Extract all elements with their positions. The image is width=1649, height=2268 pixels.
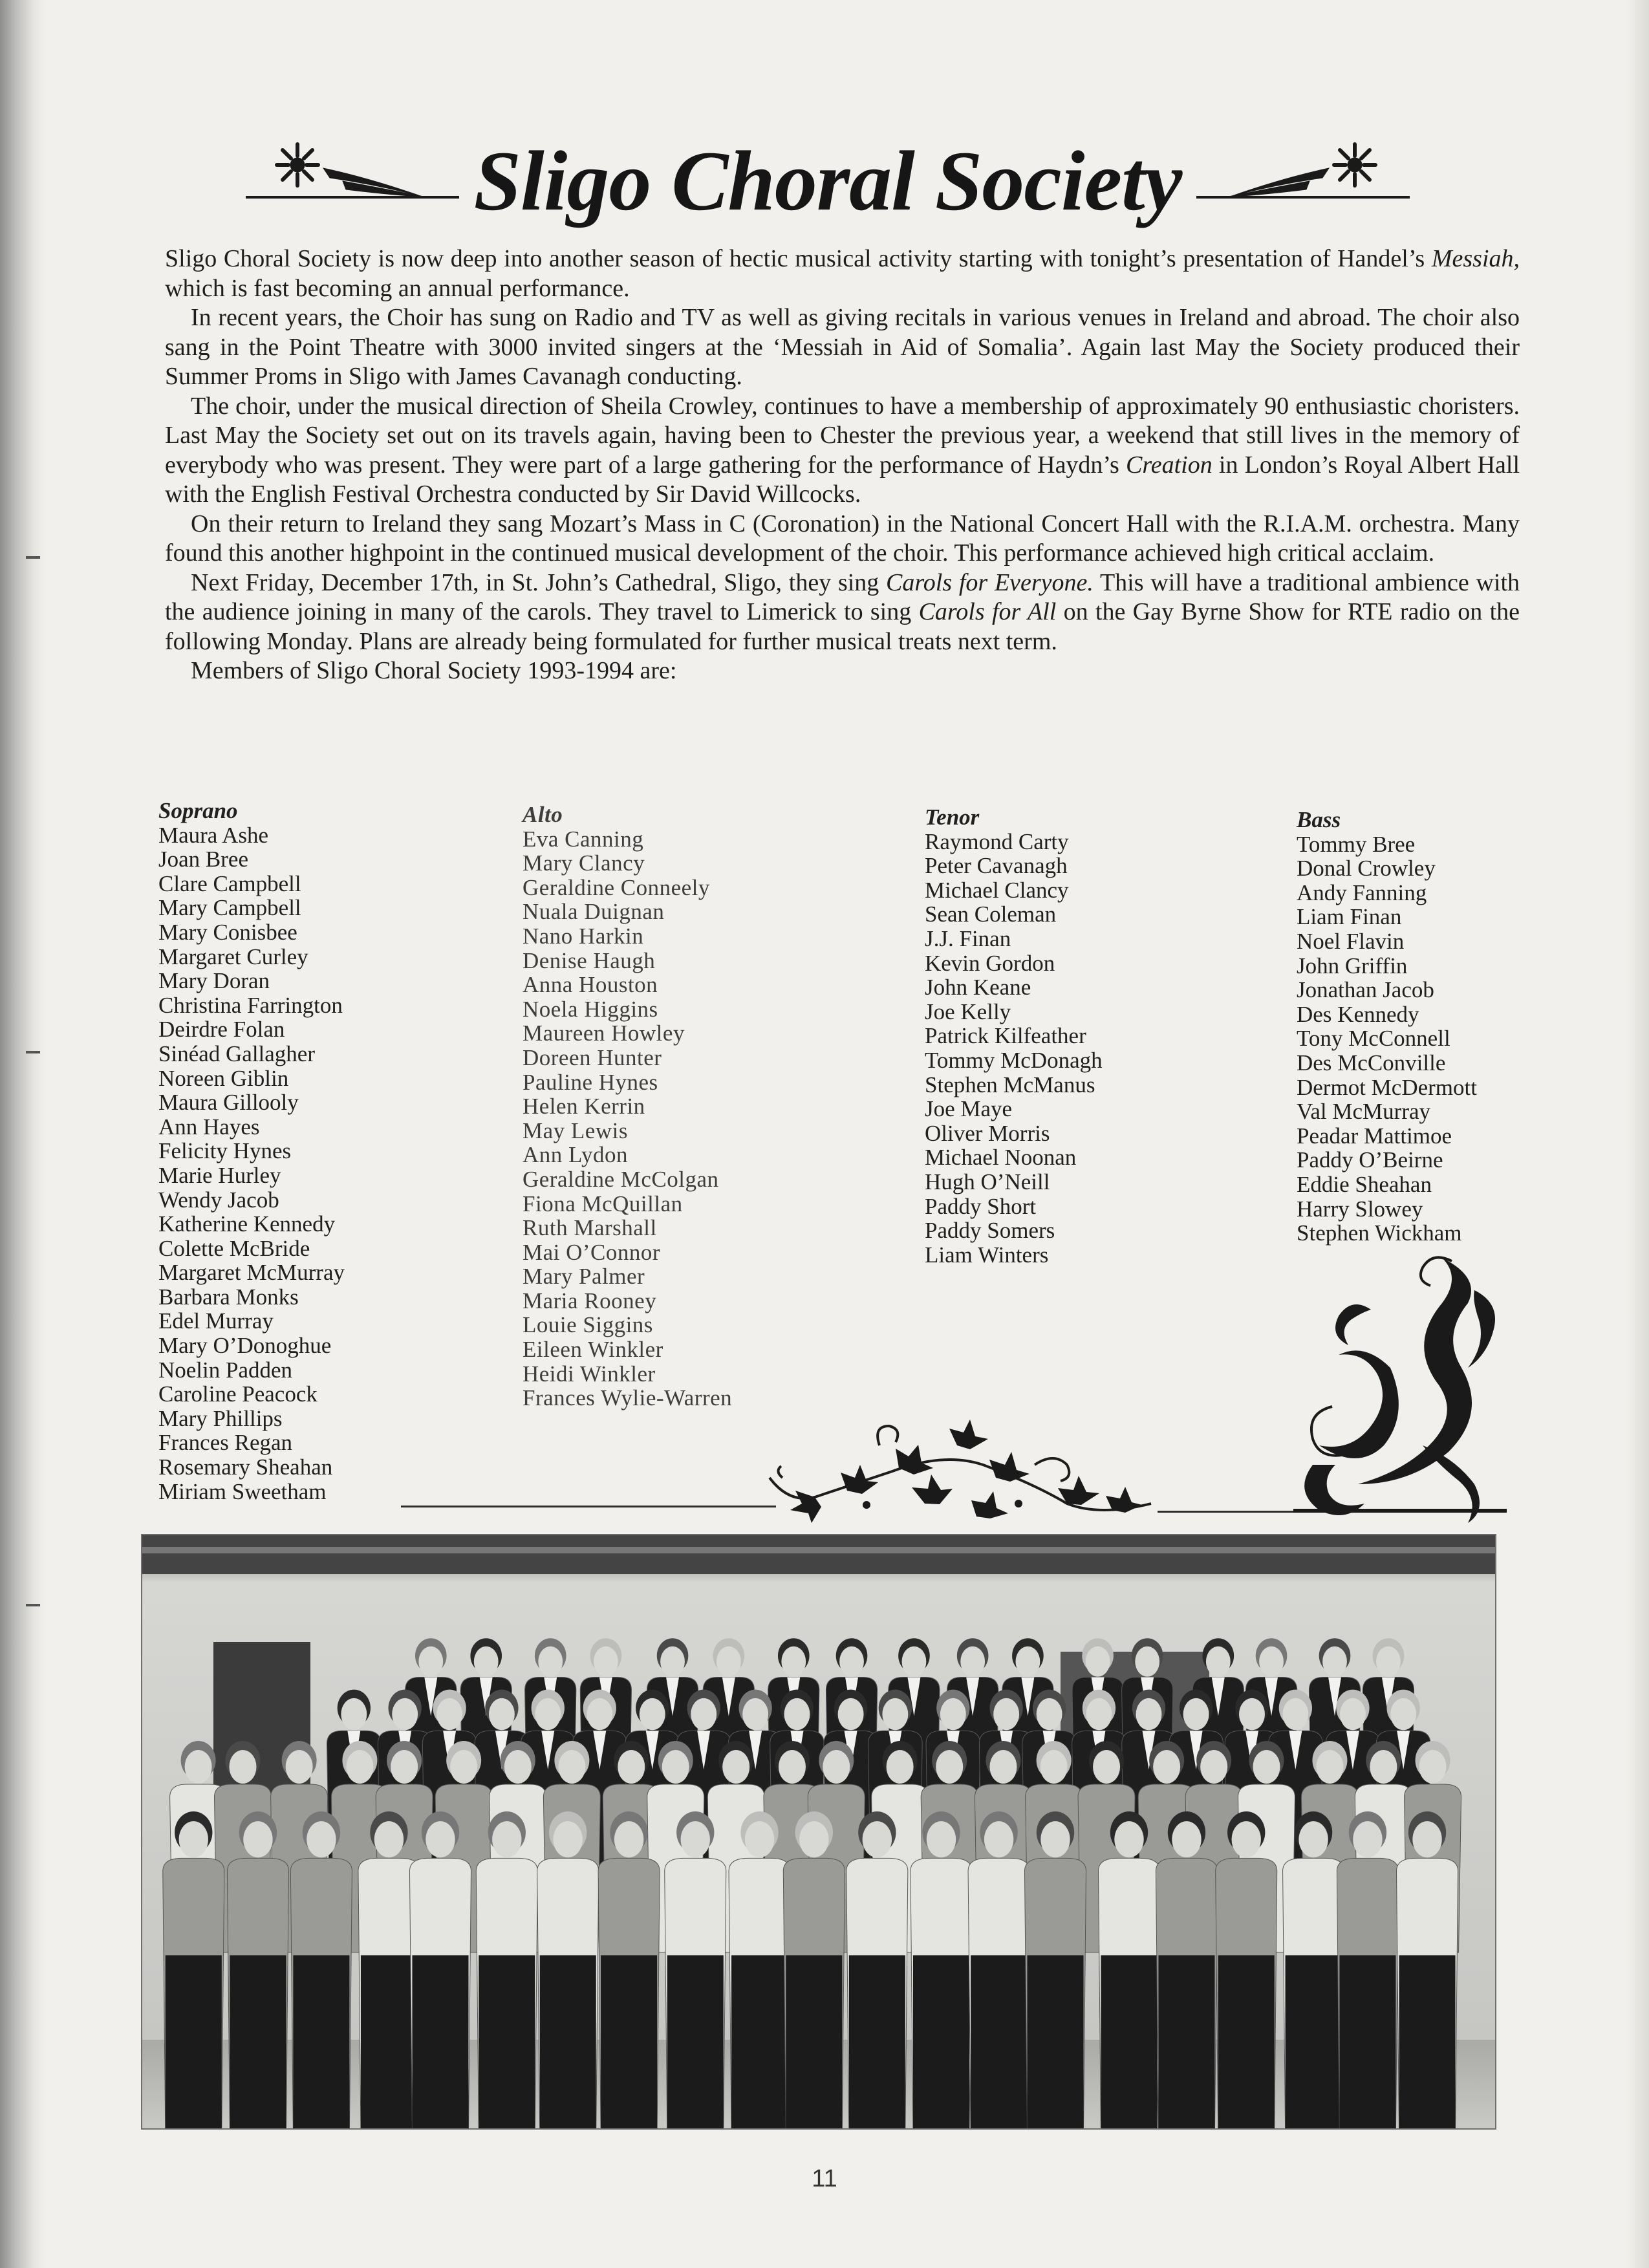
member-name: Paddy Somers [925, 1218, 1055, 1244]
member-name: Nuala Duignan [523, 899, 665, 925]
member-name: Tommy Bree [1297, 831, 1416, 857]
member-name: Noel Flavin [1297, 928, 1405, 954]
choir-photo-image [142, 1535, 1495, 2128]
member-name: Harry Slowey [1297, 1196, 1423, 1222]
member-name: Val McMurray [1297, 1099, 1431, 1125]
member-name: Paddy O’Beirne [1297, 1147, 1443, 1173]
member-name: Anna Houston [523, 972, 658, 998]
member-name: Geraldine McColgan [523, 1166, 719, 1192]
section-heading-tenor: Tenor [925, 805, 980, 830]
scroll-ornament-icon [1293, 1251, 1507, 1529]
member-name: Frances Wylie-Warren [523, 1385, 733, 1411]
member-name: Ann Hayes [158, 1114, 260, 1139]
member-name: Liam Winters [925, 1242, 1049, 1268]
member-name: Kevin Gordon [925, 950, 1055, 976]
member-name: J.J. Finan [925, 925, 1011, 951]
tenor-column [925, 805, 1103, 1267]
bass-member-list [1297, 832, 1477, 1246]
alto-member-list [523, 827, 732, 1410]
member-name: Mary Doran [158, 968, 270, 994]
member-name: Margaret Curley [158, 944, 308, 969]
paragraph-text: Next Friday, December 17th, in St. John’s Cathedral, Sligo, they sing [191, 568, 887, 596]
paragraph-text: In recent years, the Choir has sung on Radio and TV as well as giving recitals in various venues in Ireland and abroad. The choir also sang in the Point Theatre with 3000 invited singers at the ‘Messiah in Aid of Somalia’. Again last May the Society produced their Summer Proms in Sligo with James Cavanagh conducting. [165, 304, 1520, 390]
member-name: Mai O’Connor [523, 1239, 661, 1265]
member-name: Mary O’Donoghue [158, 1333, 332, 1359]
paragraph-text: The choir, under the musical direction of Sheila Crowley, continues to have a membership of approximately 90 enthusiastic choristers. Last May the Society set out on its travels again, having been to Chester the previous year, a weekend that still lives in the memory of everybody who was present. They were part of a large gathering for the performance of Haydn’s [165, 392, 1520, 479]
article-paragraph [165, 656, 1520, 686]
member-name: Maura Ashe [158, 822, 269, 848]
page-binding-shadow [0, 0, 45, 2268]
binding-mark [26, 1604, 40, 1606]
member-name: Eva Canning [523, 826, 644, 852]
page-number: 11 [812, 2165, 837, 2192]
member-name: May Lewis [523, 1118, 628, 1143]
divider-line [401, 1506, 776, 1507]
member-name: Helen Kerrin [523, 1094, 645, 1119]
member-name: Marie Hurley [158, 1162, 281, 1188]
member-name: Mary Clancy [523, 850, 645, 876]
member-name: Mary Palmer [523, 1264, 645, 1290]
member-name: Deirdre Folan [158, 1017, 285, 1042]
italic-title: Carols for Everyone. [886, 568, 1094, 596]
member-name: Rosemary Sheahan [158, 1454, 333, 1480]
member-name: Maria Rooney [523, 1288, 657, 1313]
member-name: Joan Bree [158, 847, 248, 872]
member-name: Pauline Hynes [523, 1069, 658, 1095]
member-name: Patrick Kilfeather [925, 1023, 1086, 1049]
flourish-right-icon [1190, 139, 1423, 210]
ivy-vine-icon [763, 1407, 1164, 1529]
member-name: Christina Farrington [158, 992, 343, 1018]
member-name: Katherine Kennedy [158, 1211, 336, 1237]
italic-title: Creation [1125, 451, 1212, 479]
member-name: Maureen Howley [523, 1021, 685, 1046]
paragraph-text: This will have a traditional ambience with the audience joining in many of the carols. They travel to Limerick to sing [165, 568, 1520, 625]
member-name: Maura Gillooly [158, 1090, 299, 1116]
member-name: Nano Harkin [523, 923, 644, 949]
alto-column [523, 803, 732, 1410]
member-name: Sean Coleman [925, 902, 1057, 927]
member-name: Mary Campbell [158, 895, 301, 921]
member-name: Clare Campbell [158, 870, 301, 896]
member-name: Denise Haugh [523, 947, 656, 973]
article-paragraph [165, 244, 1520, 303]
section-heading-soprano: Soprano [158, 798, 238, 823]
member-name: Stephen Wickham [1297, 1220, 1462, 1246]
choir-group-photo [141, 1534, 1496, 2130]
member-name: Donal Crowley [1297, 856, 1436, 881]
paragraph-text: Members of Sligo Choral Society 1993-1994 are: [191, 657, 677, 684]
member-name: Ann Lydon [523, 1142, 628, 1168]
member-name: Tommy McDonagh [925, 1047, 1103, 1073]
member-name: Caroline Peacock [158, 1381, 318, 1407]
member-name: Des Kennedy [1297, 1001, 1419, 1027]
member-name: Andy Fanning [1297, 880, 1427, 905]
member-name: Stephen McManus [925, 1072, 1095, 1097]
member-name: Geraldine Conneely [523, 874, 710, 900]
member-name: Noreen Giblin [158, 1065, 289, 1091]
paragraph-text: which is fast becoming an annual performance. [165, 274, 630, 302]
member-name: Eileen Winkler [523, 1337, 663, 1363]
member-name: Jonathan Jacob [1297, 977, 1434, 1003]
member-name: Colette McBride [158, 1235, 310, 1261]
page-title: Sligo Choral Society [473, 133, 1182, 228]
member-name: Raymond Carty [925, 828, 1069, 854]
member-name: Miriam Sweetham [158, 1478, 327, 1504]
italic-title: Carols for All [918, 598, 1057, 625]
soprano-column [158, 799, 345, 1504]
member-name: John Keane [925, 975, 1031, 1000]
tenor-member-list [925, 830, 1103, 1268]
member-name: Noela Higgins [523, 996, 658, 1022]
article-paragraph [165, 303, 1520, 392]
paragraph-text: On their return to Ireland they sang Mozart’s Mass in C (Coronation) in the National Concert Hall with the R.I.A.M. orchestra. Many found this another highpoint in the continued musical development of the choir. This performance achieved high critical acclaim. [165, 510, 1520, 567]
section-heading-bass: Bass [1297, 807, 1341, 832]
member-name: Heidi Winkler [523, 1361, 656, 1387]
member-name: Frances Regan [158, 1430, 293, 1456]
member-name: Hugh O’Neill [925, 1169, 1050, 1194]
article-paragraph [165, 568, 1520, 657]
member-name: Paddy Short [925, 1193, 1037, 1219]
article-paragraph [165, 392, 1520, 510]
member-name: Wendy Jacob [158, 1187, 279, 1213]
member-name: Peadar Mattimoe [1297, 1123, 1452, 1149]
member-name: Des McConville [1297, 1050, 1446, 1075]
member-name: Barbara Monks [158, 1284, 299, 1310]
paragraph-text: Sligo Choral Society is now deep into another season of hectic musical activity starting with tonight’s presentation of Handel’s [165, 245, 1432, 272]
paragraph-text: on the Gay Byrne Show for RTE radio on the following Monday. Plans are already being formulated for further musical treats next term. [165, 598, 1520, 655]
member-name: Felicity Hynes [158, 1138, 292, 1164]
member-name: Eddie Sheahan [1297, 1171, 1432, 1197]
article-paragraph [165, 510, 1520, 568]
member-name: Oliver Morris [925, 1120, 1050, 1146]
title-row [233, 133, 1423, 236]
member-name: Michael Noonan [925, 1145, 1077, 1171]
member-name: Edel Murray [158, 1308, 274, 1334]
paragraph-text: in London’s Royal Albert Hall with the English Festival Orchestra conducted by Sir David Willcocks. [165, 451, 1520, 508]
member-name: Margaret McMurray [158, 1260, 345, 1286]
member-name: Michael Clancy [925, 877, 1069, 903]
bass-column [1297, 808, 1477, 1246]
flourish-left-icon [233, 139, 466, 210]
member-name: Louie Siggins [523, 1312, 653, 1338]
member-name: Fiona McQuillan [523, 1191, 683, 1216]
member-name: Peter Cavanagh [925, 853, 1068, 879]
member-name: Doreen Hunter [523, 1044, 662, 1070]
italic-title: Messiah, [1431, 245, 1520, 272]
binding-mark [26, 556, 40, 559]
member-name: Noelin Padden [158, 1357, 293, 1383]
member-name: John Griffin [1297, 953, 1408, 978]
member-name: Mary Conisbee [158, 919, 297, 945]
member-name: Dermot McDermott [1297, 1074, 1477, 1100]
member-name: Tony McConnell [1297, 1026, 1450, 1052]
soprano-member-list [158, 823, 345, 1504]
member-name: Ruth Marshall [523, 1215, 657, 1241]
member-name: Joe Maye [925, 1096, 1013, 1122]
page-edge-shadow [1626, 0, 1649, 2268]
article-body [165, 244, 1520, 686]
member-name: Joe Kelly [925, 999, 1011, 1024]
binding-mark [26, 1051, 40, 1053]
section-heading-alto: Alto [523, 802, 563, 827]
member-name: Sinéad Gallagher [158, 1041, 315, 1066]
member-name: Mary Phillips [158, 1405, 283, 1431]
member-name: Liam Finan [1297, 904, 1402, 930]
